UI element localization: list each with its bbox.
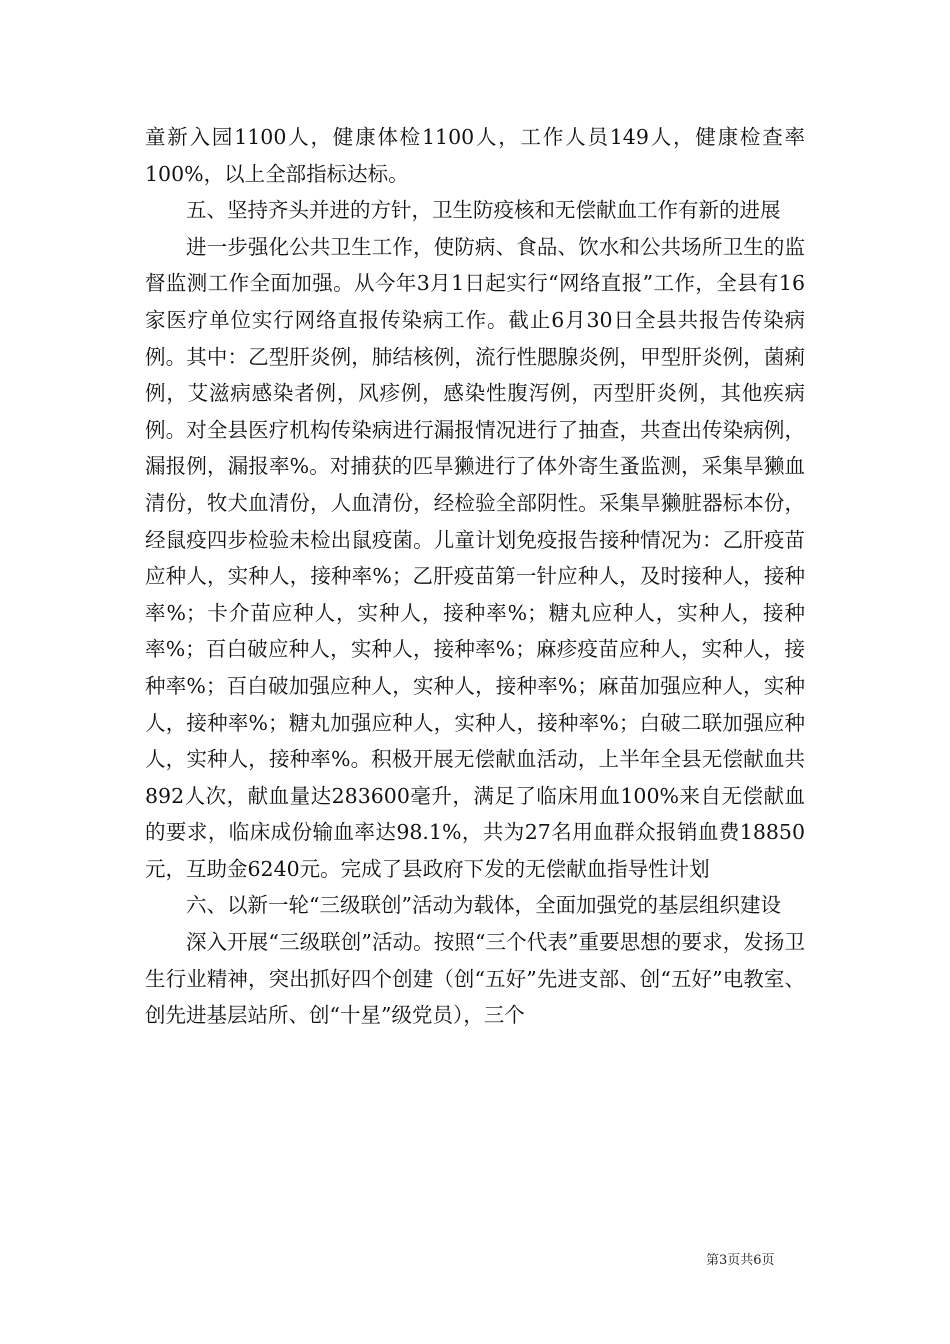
- paragraph-continuation: 童新入园1100人，健康体检1100人，工作人员149人，健康检查率100%，以上全部指标达标。: [145, 125, 805, 186]
- body-text: [145, 119, 805, 1034]
- paragraph-public-health: 进一步强化公共卫生工作，使防病、食品、饮水和公共场所卫生的监督监测工作全面加强。从今年3月1日起实行“网络直报”工作，全县有16家医疗单位实行网络直报传染病工作。截止6月30日全县共报告传染病例。其中：乙型肝炎例，肺结核例，流行性腮腺炎例，甲型肝炎例，菌痢例，艾滋病感染者例，风疹例，感染性腹泻例，丙型肝炎例，其他疾病例。对全县医疗机构传染病进行漏报情况进行了抽查，共查出传染病例，漏报例，漏报率%。对捕获的匹旱獭进行了体外寄生蚤监测，采集旱獭血清份，牧犬血清份，人血清份，经检验全部阴性。采集旱獭脏器标本份，经鼠疫四步检验未检出鼠疫菌。儿童计划免疫报告接种情况为：乙肝疫苗应种人，实种人，接种率%；乙肝疫苗第一针应种人，及时接种人，接种率%；卡介苗应种人，实种人，接种率%；糖丸应种人，实种人，接种率%；百白破应种人，实种人，接种率%；麻疹疫苗应种人，实种人，接种率%；百白破加强应种人，实种人，接种率%；麻苗加强应种人，实种人，接种率%；糖丸加强应种人，实种人，接种率%；白破二联加强应种人，实种人，接种率%。积极开展无偿献血活动，上半年全县无偿献血共892人次，献血量达283600毫升，满足了临床用血100%来自无偿献血的要求，临床成份输血率达98.1%，共为27名用血群众报销血费18850元，互助金6240元。完成了县政府下发的无偿献血指导性计划: [145, 234, 805, 881]
- section-heading-five: 五、坚持齐头并进的方针，卫生防疫核和无偿献血工作有新的进展: [186, 198, 781, 223]
- paragraph-party-building: 深入开展“三级联创”活动。按照“三个代表”重要思想的要求，发扬卫生行业精神，突出抓好四个创建（创“五好”先进支部、创“五好”电教室、创先进基层站所、创“十星”级党员），三个: [145, 930, 805, 1028]
- page-number: 第3页共6页: [706, 1253, 775, 1268]
- section-heading-six: 六、以新一轮“三级联创”活动为载体，全面加强党的基层组织建设: [186, 893, 781, 918]
